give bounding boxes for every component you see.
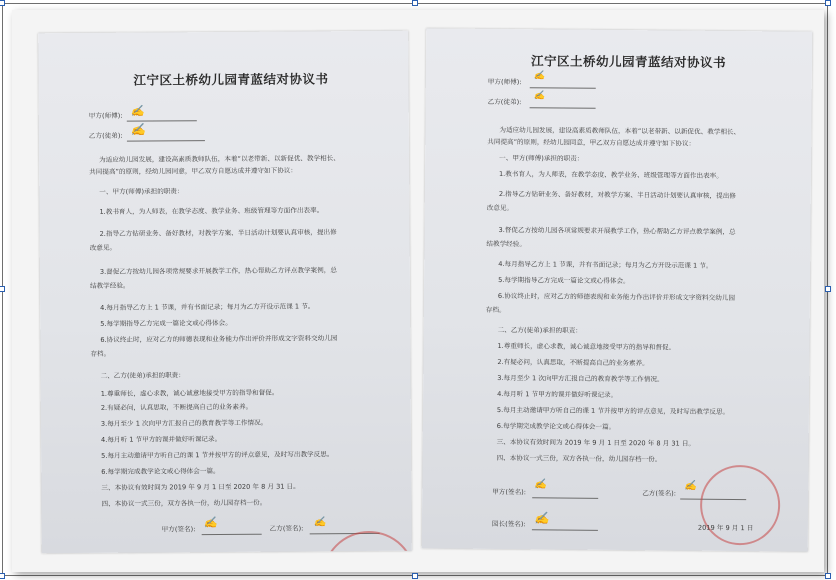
sign-b-signature: ✍ [684,480,697,492]
sign-a-signature: ✍ [534,479,547,491]
intro-line-1: 为适应幼儿园发展，建设高素质教师队伍，本着“以老带新、以新促优、教学相长、 [99,154,340,164]
duty-a1: 1.教书育人，为人师表，在教学态度、教学业务、班级管理等方面作出表率。 [99,206,324,216]
page-title: 江宁区土桥幼儿园青蓝结对协议书 [133,71,329,88]
sign-b-label: 乙方(签名): [642,489,677,498]
sign-a-label: 甲方(签名): [161,525,196,534]
party-a-underline [127,120,197,121]
sign-a-label: 甲方(签名): [492,487,527,497]
duty-b3: 3.每月至少 1 次向甲方汇报自己的教育教学等工作情况。 [497,373,664,384]
section-2-title: 二、乙方(徒弟)承担的职责： [100,371,185,380]
party-b-underline [530,107,596,109]
resize-handle-top-center[interactable] [412,0,418,6]
duty-b4: 4.每月听 1 节甲方的课并做好听课记录。 [101,435,222,444]
intro-line-2: 共同提高”的原则，经幼儿园同意，甲乙双方自愿达成并遵守如下协议： [89,166,298,176]
right-agreement-page [422,28,813,551]
party-b-signature: ✍ [533,91,545,102]
agreement-date: 2019 年 9 月 1 日 [697,523,754,533]
duty-b1: 1.尊重师长，虚心求教，诚心诚意地接受甲方的指导和督促。 [497,341,676,352]
duty-a6-line2: 存档。 [485,305,506,315]
section-3: 三、本协议有效时间为 2019 年 9 月 1 日至 2020 年 8 月 31 日。 [101,482,300,492]
duty-b5: 5.每月主动邀请甲方听自己的课 1 节并按甲方的评点意见，及时写出教学反思。 [496,405,730,416]
resize-handle-top-right[interactable] [825,0,831,6]
duty-a4: 4.每月指导乙方上 1 节课，并有书面记录；每月为乙方开设示范课 1 节。 [100,302,315,312]
party-b-label: 乙方(徒弟): [487,97,522,107]
principal-signature: ✍ [533,511,550,526]
duty-a6-line2: 存档。 [90,349,111,358]
duty-b1: 1.尊重师长，虚心求教，诚心诚意地接受甲方的指导和督促。 [100,388,279,398]
party-b-underline [127,140,205,142]
duty-b6: 6.每学期完成教学论文或心得体会一篇。 [101,467,220,476]
duty-a5: 5.每学期指导乙方完成一篇论文或心得体会。 [100,318,232,328]
sign-a-underline [202,534,262,535]
section-3: 三、本协议有效时间为 2019 年 9 月 1 日至 2020 年 8 月 31 日。 [496,437,696,448]
duty-a3-line2: 结教学经验。 [89,281,130,290]
duty-a5: 5.每学期指导乙方完成一篇论文或心得体会。 [498,275,630,286]
duty-b6: 6.每学期完成教学论文或心得体会一篇。 [496,421,616,431]
duty-a4: 4.每月指导乙方上 1 节课，并有书面记录；每月为乙方开设示范课 1 节。 [498,259,713,270]
duty-b2: 2.有疑必问，认真思取，不断提高自己的业务素养。 [497,357,649,368]
duty-a3-line1: 3.督促乙方按幼儿园各项常规要求开展教学工作，热心帮助乙方评点教学案例，总 [498,225,736,237]
duty-a6-line1: 6.协议终止时，应对乙方的师德表现和业务能力作出评价并形成文字资料交幼儿园 [100,334,338,344]
duty-a3-line1: 3.督促乙方按幼儿园各项常规要求开展教学工作，热心帮助乙方评点教学案例，总 [99,266,337,276]
duty-b4: 4.每月听 1 节甲方的课并做好听课记录。 [497,389,618,400]
page-title: 江宁区土桥幼儿园青蓝结对协议书 [530,53,727,70]
kindergarten-seal [697,465,781,546]
duty-a2-line2: 改意见。 [486,203,514,213]
party-b-label: 乙方(徒弟): [88,131,123,140]
duty-a3-line2: 结教学经验。 [486,239,526,249]
left-agreement-page [38,31,412,554]
principal-label: 园长(签名): [491,519,526,529]
duty-a6-line1: 6.协议终止时，应对乙方的师德表现和业务能力作出评价并形成文字资料交幼儿园 [497,291,736,303]
intro-line-1: 为适应幼儿园发展，建设高素质教师队伍，本着“以老带新、以新促优、教学相长、 [499,125,741,137]
party-a-label: 甲方(师傅): [88,111,123,120]
section-4: 四、本协议一式三份，双方各执一份，幼儿园存档一份。 [101,498,267,508]
party-a-label: 甲方(师傅): [487,77,522,87]
duty-a2-line2: 改意见。 [89,243,117,252]
resize-handle-bottom-right[interactable] [825,573,831,579]
sign-b-label: 乙方(签名): [269,524,304,533]
duty-a2-line1: 2.指导乙方钻研业务、备好教材，对教学方案、半日活动计划要认真审核，提出修 [99,228,337,238]
party-a-signature: ✍ [130,104,145,118]
duty-b5: 5.每月主动邀请甲方听自己的课 1 节并按甲方的评点意见，及时写出教学反思。 [101,450,334,460]
resize-handle-middle-left[interactable] [0,286,5,292]
resize-handle-top-left[interactable] [0,0,5,6]
party-a-signature: ✍ [533,71,546,82]
duty-a2-line1: 2.指导乙方钻研业务、备好教材，对教学方案、半日活动计划要认真审核，提出修 [498,189,736,201]
section-1-title: 一、甲方(师傅)承担的职责： [99,187,184,196]
section-4: 四、本协议一式三份，双方各执一份，幼儿园存档一份。 [496,453,662,464]
duty-b3: 3.每月至少 1 次向甲方汇报自己的教育教学等工作情况。 [100,418,268,428]
resize-handle-middle-right[interactable] [825,286,831,292]
intro-line-2: 共同提高”的原则，经幼儿园同意，甲乙双方自愿达成并遵守如下协议： [487,137,696,148]
sign-a-underline [532,497,598,499]
resize-handle-bottom-left[interactable] [0,573,5,579]
resize-handle-bottom-center[interactable] [412,573,418,579]
section-2-title: 二、乙方(徒弟)承担的职责： [497,325,582,335]
party-b-signature: ✍ [130,122,146,137]
principal-underline [532,529,598,531]
party-a-underline [530,87,596,89]
duty-b2: 2.有疑必问，认真思取，不断提高自己的业务素养。 [100,402,253,412]
section-1-title: 一、甲方(师傅)承担的职责： [499,153,584,163]
sign-a-signature: ✍ [203,516,218,530]
sign-b-signature: ✍ [313,517,327,529]
duty-a1: 1.教书育人，为人师表，在教学态度、教学业务、班级管理等方面作出表率。 [498,169,723,180]
